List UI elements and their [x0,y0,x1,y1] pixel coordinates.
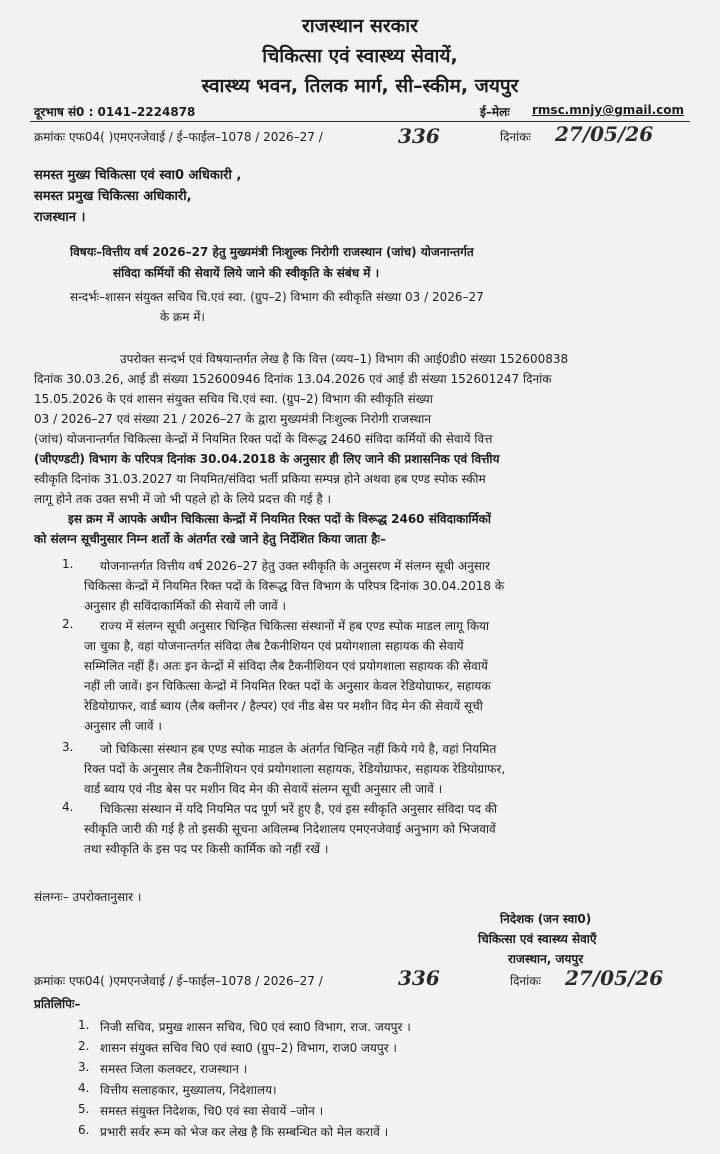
condition-line: जो चिकित्सा संस्थान हब एण्ड स्पोक माडल के अंतर्गत चिन्हित नहीं किये गये है, वहां नियमित [100,742,497,756]
header-email-label: ई–मेलः [480,105,510,119]
paragraph-approval-line: उपरोक्त सन्दर्भ एवं विषयान्तर्गत लेख है कि वित्त (व्यय–1) विभाग की आई0डी0 संख्या 152600838 [120,352,569,366]
copy-number: 2. [78,1039,90,1053]
condition-line: वार्ड ब्वाय एवं नीड बेस पर मशीन विद मेन की सेवायें संलग्न सूची अनुसार ली जावें । [84,782,443,796]
paragraph-approval-line: (जीएण्डटी) विभाग के परिपत्र दिनांक 30.04.2018 के अनुसार ही लिए जाने की प्रशासनिक एवं वित्तीय [34,452,500,466]
copy-item: समस्त संयुक्त निदेशक, चि0 एवं स्वा सेवायें –जोन । [100,1104,324,1118]
paragraph-approval-line: 15.05.2026 के एवं शासन संयुक्त सचिव चि.एवं स्वा. (ग्रुप–2) विभाग की स्वीकृति संख्या [34,392,433,406]
header-email: rmsc.mnjy@gmail.com [532,103,685,117]
condition-line: अनुसार ही सविंदाकार्मिकों की सेवायें ली जावें । [84,599,287,613]
ref-handwritten-date: 27/05/26 [555,122,654,146]
signature-line-3: राजस्थान, जयपुर [508,952,584,966]
reference-line-2: के क्रम में। [160,310,205,324]
copy-item: शासन संयुक्त सचिव चि0 एवं स्वा0 (ग्रुप–2) विभाग, राज0 जयपुर । [100,1041,397,1055]
condition-line: अनुसार ली जावें । [84,719,162,733]
header-government: राजस्थान सरकार [302,15,418,37]
ref2-handwritten-number: 336 [398,966,440,990]
condition-number: 1. [62,557,74,571]
condition-line: जा चुका है, वहां योजनान्तर्गत संविदा लैब टैकनीशियन एवं प्रयोगशाला सहायक की सेवायें [84,639,464,653]
condition-line: रिक्त पदों के अनुसार लैब टैकनीशियन एवं प्रयोगशाला सहायक, रेडियोग्राफर, सहायक रेडियोग्राफर, [84,762,506,776]
copy-number: 1. [78,1018,90,1032]
addressee-line-1: समस्त मुख्य चिकित्सा एवं स्वा0 अधिकारी , [34,168,242,183]
condition-number: 4. [62,800,74,814]
copy-number: 6. [78,1123,90,1137]
ref-handwritten-number: 336 [398,124,440,148]
reference-line-1: सन्दर्भः–शासन संयुक्त सचिव चि.एवं स्वा. (ग्रुप–2) विभाग की स्वीकृति संख्या 03 / 2026–27 [70,290,484,304]
paragraph-approval-line: (जांच) योजनान्तर्गत चिकित्सा केन्द्रों में नियमित रिक्त पदों के विरूद्ध 2460 संविदा कर्मियों की सेवायें वित्त [34,432,493,446]
subject-line-2: संविदा कर्मियों की सेवायें लिये जाने की स्वीकृति के संबंध में । [113,266,380,280]
ref2-handwritten-date: 27/05/26 [565,966,664,990]
condition-number: 2. [62,617,74,631]
copy-item: वित्तीय सलाहकार, मुख्यालय, निदेशालय। [100,1083,277,1097]
copy-item: समस्त जिला कलक्टर, राजस्थान । [100,1062,248,1076]
header-address: स्वास्थ्य भवन, तिलक मार्ग, सी–स्कीम, जयपुर [201,75,519,97]
copy-item: निजी सचिव, प्रमुख शासन सचिव, चि0 एवं स्वा0 विभाग, राज. जयपुर । [100,1020,411,1034]
header-department: चिकित्सा एवं स्वास्थ्य सेवायें, [262,45,458,67]
subject-line-1: विषयः–वित्तीय वर्ष 2026–27 हेतु मुख्यमंत्री निःशुल्क निरोगी राजस्थान (जांच) योजनान्तर्गत [70,245,474,259]
addressee-line-3: राजस्थान । [34,210,86,225]
signature-line-2: चिकित्सा एवं स्वास्थ्य सेवाएँ [478,932,597,946]
condition-line: नहीं ली जावें। इन चिकित्सा केन्द्रों में नियमित रिक्त पदों के अनुसार केवल रेडियोग्राफर, सहायक [84,679,491,693]
copy-item: प्रभारी सर्वर रूम को भेज कर लेख है कि सम्बन्धित को मेल करावें । [100,1125,389,1139]
condition-line: तथा स्वीकृति के इस पद पर किसी कार्मिक को नहीं रखें । [84,842,329,856]
enclosure: संलग्नः– उपरोक्तानुसार । [34,890,142,904]
paragraph-approval-line: 03 / 2026–27 एवं संख्या 21 / 2026–27 के द्वारा मुख्यमंत्री निःशुल्क निरोगी राजस्थान [34,412,432,426]
condition-line: राज्य में संलग्न सूची अनुसार चिन्हित चिकित्सा संस्थानों में हब एण्ड स्पोक माडल लागू किया [100,619,490,633]
paragraph-directive-line: इस क्रम में आपके अधीन चिकित्सा केन्द्रों में नियमित रिक्त पदों के विरूद्ध 2460 संविदाकार्मिकों [68,512,492,526]
copy-number: 5. [78,1102,90,1116]
ref-number: क्रमांकः एफ04( )एमएनजेवाई / ई–फाईल–1078 / 2026–27 / [34,130,323,144]
paragraph-approval-line: लागू होने तक उक्त सभी में जो भी पहले हो के लिये प्रदत्त की गई है । [34,492,332,506]
ref2-number: क्रमांकः एफ04( )एमएनजेवाई / ई–फाईल–1078 / 2026–27 / [34,974,323,988]
condition-number: 3. [62,740,74,754]
header-phone: दूरभाष सं0 : 0141–2224878 [34,105,196,119]
condition-line: रेडियोग्राफर, वार्ड ब्वाय (लैब क्लीनर / हैल्पर) एवं नीड बेस पर मशीन विद मेन की सेवायें सूची [84,699,483,713]
copy-number: 4. [78,1081,90,1095]
condition-line: स्वीकृति जारी की गई है तो इसकी सूचना अविलम्ब निदेशालय एमएनजेवाई अनुभाग को भिजवावें [84,822,496,836]
addressee-line-2: समस्त प्रमुख चिकित्सा अधिकारी, [34,189,192,204]
copy-number: 3. [78,1060,90,1074]
paragraph-approval-line: दिनांक 30.03.26, आई डी संख्या 152600946 दिनांक 13.04.2026 एवं आई डी संख्या 152601247 दिनांक [34,372,552,386]
condition-line: योजनान्तर्गत वित्तीय वर्ष 2026–27 हेतु उक्त स्वीकृति के अनुसरण में संलग्न सूची अनुसार [100,559,490,573]
copy-heading: प्रतिलिपिः– [34,997,81,1011]
condition-line: चिकित्सा संस्थान में यदि नियमित पद पूर्ण भरें हुए है, एवं इस स्वीकृति अनुसार संविदा पद की [100,802,498,816]
ref2-date-label: दिनांकः [510,974,541,988]
paragraph-approval-line: स्वीकृति दिनांक 31.03.2027 या नियमित/संविदा भर्ती प्रकिया सम्पन्न होने अथवा हब एण्ड स्पोक स्कीम [34,472,486,486]
condition-line: सम्मिलित नहीं हैं। अतः इन केन्द्रों में संविदा लैब टैकनीशियन एवं प्रयोगशाला सहायक की सेवायें [84,659,488,673]
signature-line-1: निदेशक (जन स्वा0) [500,912,592,926]
paragraph-directive-line: को संलग्न सूचीनुसार निम्न शर्तो के अंतर्गत रखे जाने हेतु निर्देशित किया जाता हैः– [34,532,386,546]
condition-line: चिकित्सा केन्द्रों में नियमित रिक्त पदों के विरूद्ध वित्त विभाग के परिपत्र दिनांक 30.04.2018 के [84,579,505,593]
ref-date-label: दिनांकः [500,130,531,144]
